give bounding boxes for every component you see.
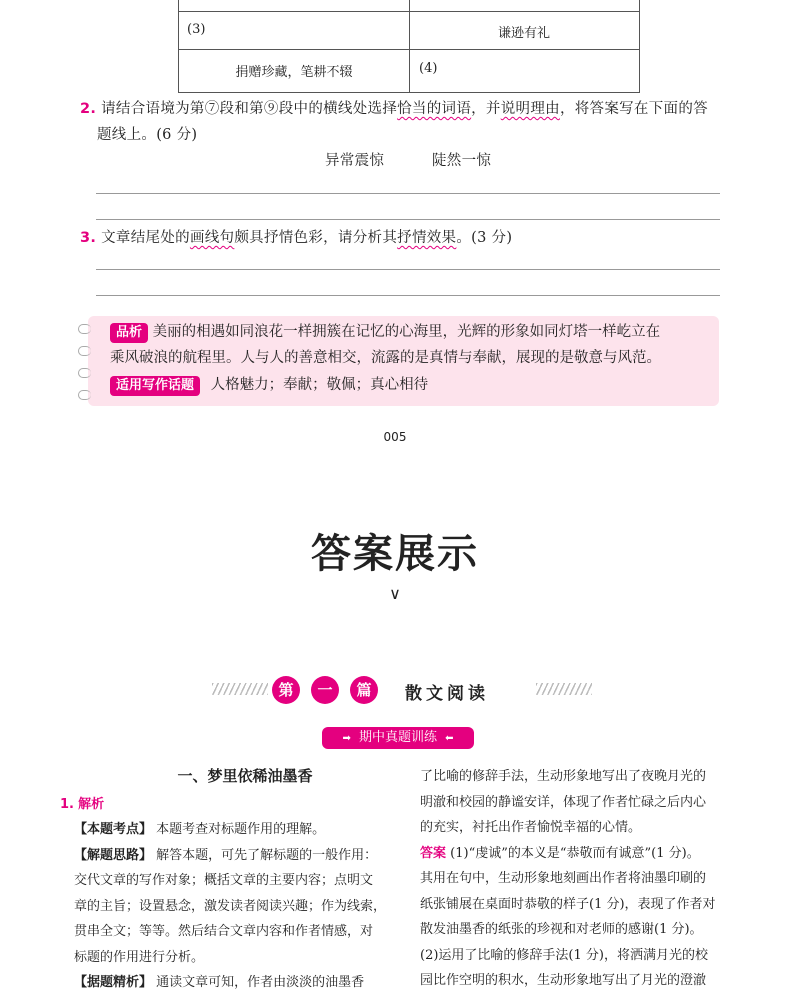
analysis-text: 乘风破浪的航程里。人与人的善意相交，流露的是真情与奉献，展现的是敬意与风范。: [110, 350, 661, 366]
answer-line[interactable]: [96, 193, 720, 194]
analysis-text: 美丽的相遇如同浪花一样拥簇在记忆的心海里，光辉的形象如同灯塔一样屹立在: [152, 324, 661, 340]
evidence-label: 【据题精析】: [74, 975, 153, 990]
table-cell: (4): [419, 61, 438, 76]
section-char-circle: 第: [272, 676, 300, 704]
decorative-hatch: [212, 683, 268, 695]
section-char-circle: 篇: [350, 676, 378, 704]
point-label: 【本题考点】: [74, 822, 153, 837]
answer-label: 答案: [420, 845, 447, 861]
word-option-2: 陡然一惊: [432, 153, 492, 169]
question-text: ，并: [471, 101, 501, 117]
section-name: 散文阅读: [405, 684, 489, 704]
arrow-right-icon: ➡: [342, 733, 351, 744]
answer-text: (1)“虔诚”的本义是“恭敬而有诚意”(1 分)。: [450, 845, 700, 861]
question-text: 。(3 分): [456, 230, 513, 246]
badge-label: 期中真题训练: [358, 730, 437, 745]
emphasis-mark: 恰当的词语: [397, 101, 472, 117]
reference-table: [178, 0, 640, 93]
approach-text: 章的主旨；设置悬念，激发读者阅读兴趣；作为线索，: [74, 898, 387, 914]
question-number: 3.: [80, 230, 97, 246]
table-cell: (3): [187, 22, 206, 37]
approach-text: 标题的作用进行分析。: [74, 949, 205, 965]
answer-text: (2)运用了比喻的修辞手法(1 分)，将洒满月光的校: [420, 947, 708, 963]
analysis-tag: 品析: [110, 323, 148, 343]
chevron-down-icon[interactable]: ∨: [389, 584, 401, 603]
binder-ring-icon: [78, 368, 91, 378]
question-text: ，将答案写在下面的答: [559, 101, 708, 117]
article-heading: 一、梦里依稀油墨香: [177, 767, 313, 785]
analysis-line: 了比喻的修辞手法，生动形象地写出了夜晚月光的: [420, 769, 707, 784]
page-number: 005: [383, 430, 407, 444]
answer-text: 园比作空明的积水，生动形象地写出了月光的澄澈: [420, 973, 707, 988]
question-2: [80, 96, 730, 148]
binder-ring-icon: [78, 324, 91, 334]
analysis-line: 的充实，衬托出作者愉悦幸福的心情。: [420, 820, 642, 835]
answer-text: 纸张铺展在桌面时恭敬的样子(1 分)，表现了作者对: [420, 896, 716, 912]
item-number: 1.: [60, 796, 74, 812]
answer-line[interactable]: [96, 295, 720, 296]
emphasis-mark: 画线句: [189, 230, 235, 246]
emphasis-mark: 抒情效果: [397, 230, 457, 246]
section-char-circle: 一: [311, 676, 339, 704]
answer-right-column: [420, 764, 740, 994]
question-text: 请结合语境为第⑦段和第⑨段中的横线处选择: [101, 101, 398, 117]
analysis-line: 明澈和校园的静谧安详，体现了作者忙碌之后内心: [420, 794, 707, 810]
arrow-left-icon: ⬅: [445, 733, 454, 744]
approach-text: 贯串全文；等等。然后结合文章内容和作者情感，对: [74, 924, 374, 939]
question-text: 颇具抒情色彩，请分析其: [234, 230, 398, 246]
analysis-box: [88, 316, 719, 406]
emphasis-mark: 说明理由: [500, 101, 560, 117]
approach-text: 解答本题，可先了解标题的一般作用：: [156, 847, 378, 863]
approach-label: 【解题思路】: [74, 847, 153, 863]
answer-left-column: [60, 764, 400, 996]
item-label: 解析: [78, 796, 105, 812]
point-text: 本题考查对标题作用的理解。: [156, 822, 326, 837]
decorative-hatch: [536, 683, 592, 695]
exam-training-badge: [322, 727, 474, 749]
table-divider: [409, 0, 410, 92]
evidence-text: 通读文章可知，作者由淡淡的油墨香: [156, 975, 365, 990]
question-text: 题线上。(6 分): [97, 127, 198, 143]
question-3: [80, 225, 730, 251]
binder-ring-icon: [78, 346, 91, 356]
table-cell: 谦逊有礼: [497, 26, 550, 41]
answer-line[interactable]: [96, 219, 720, 220]
writing-topic-tag: 适用写作话题: [110, 376, 200, 396]
question-number: 2.: [80, 101, 97, 117]
page-title: 答案展示: [311, 531, 479, 577]
approach-text: 交代文章的写作对象；概括文章的主要内容；点明文: [74, 873, 374, 888]
answer-line[interactable]: [96, 269, 720, 270]
answer-text: 其用在句中，生动形象地刻画出作者将油墨印刷的: [420, 871, 707, 886]
word-option-1: 异常震惊: [325, 153, 385, 169]
answer-text: 散发油墨香的纸张的珍视和对老师的感谢(1 分)。: [420, 922, 703, 937]
question-text: 文章结尾处的: [101, 230, 190, 246]
table-cell: 捐赠珍藏，笔耕不辍: [235, 65, 353, 80]
writing-topics: 人格魅力；奉献；敬佩；真心相待: [210, 377, 429, 393]
binder-ring-icon: [78, 390, 91, 400]
